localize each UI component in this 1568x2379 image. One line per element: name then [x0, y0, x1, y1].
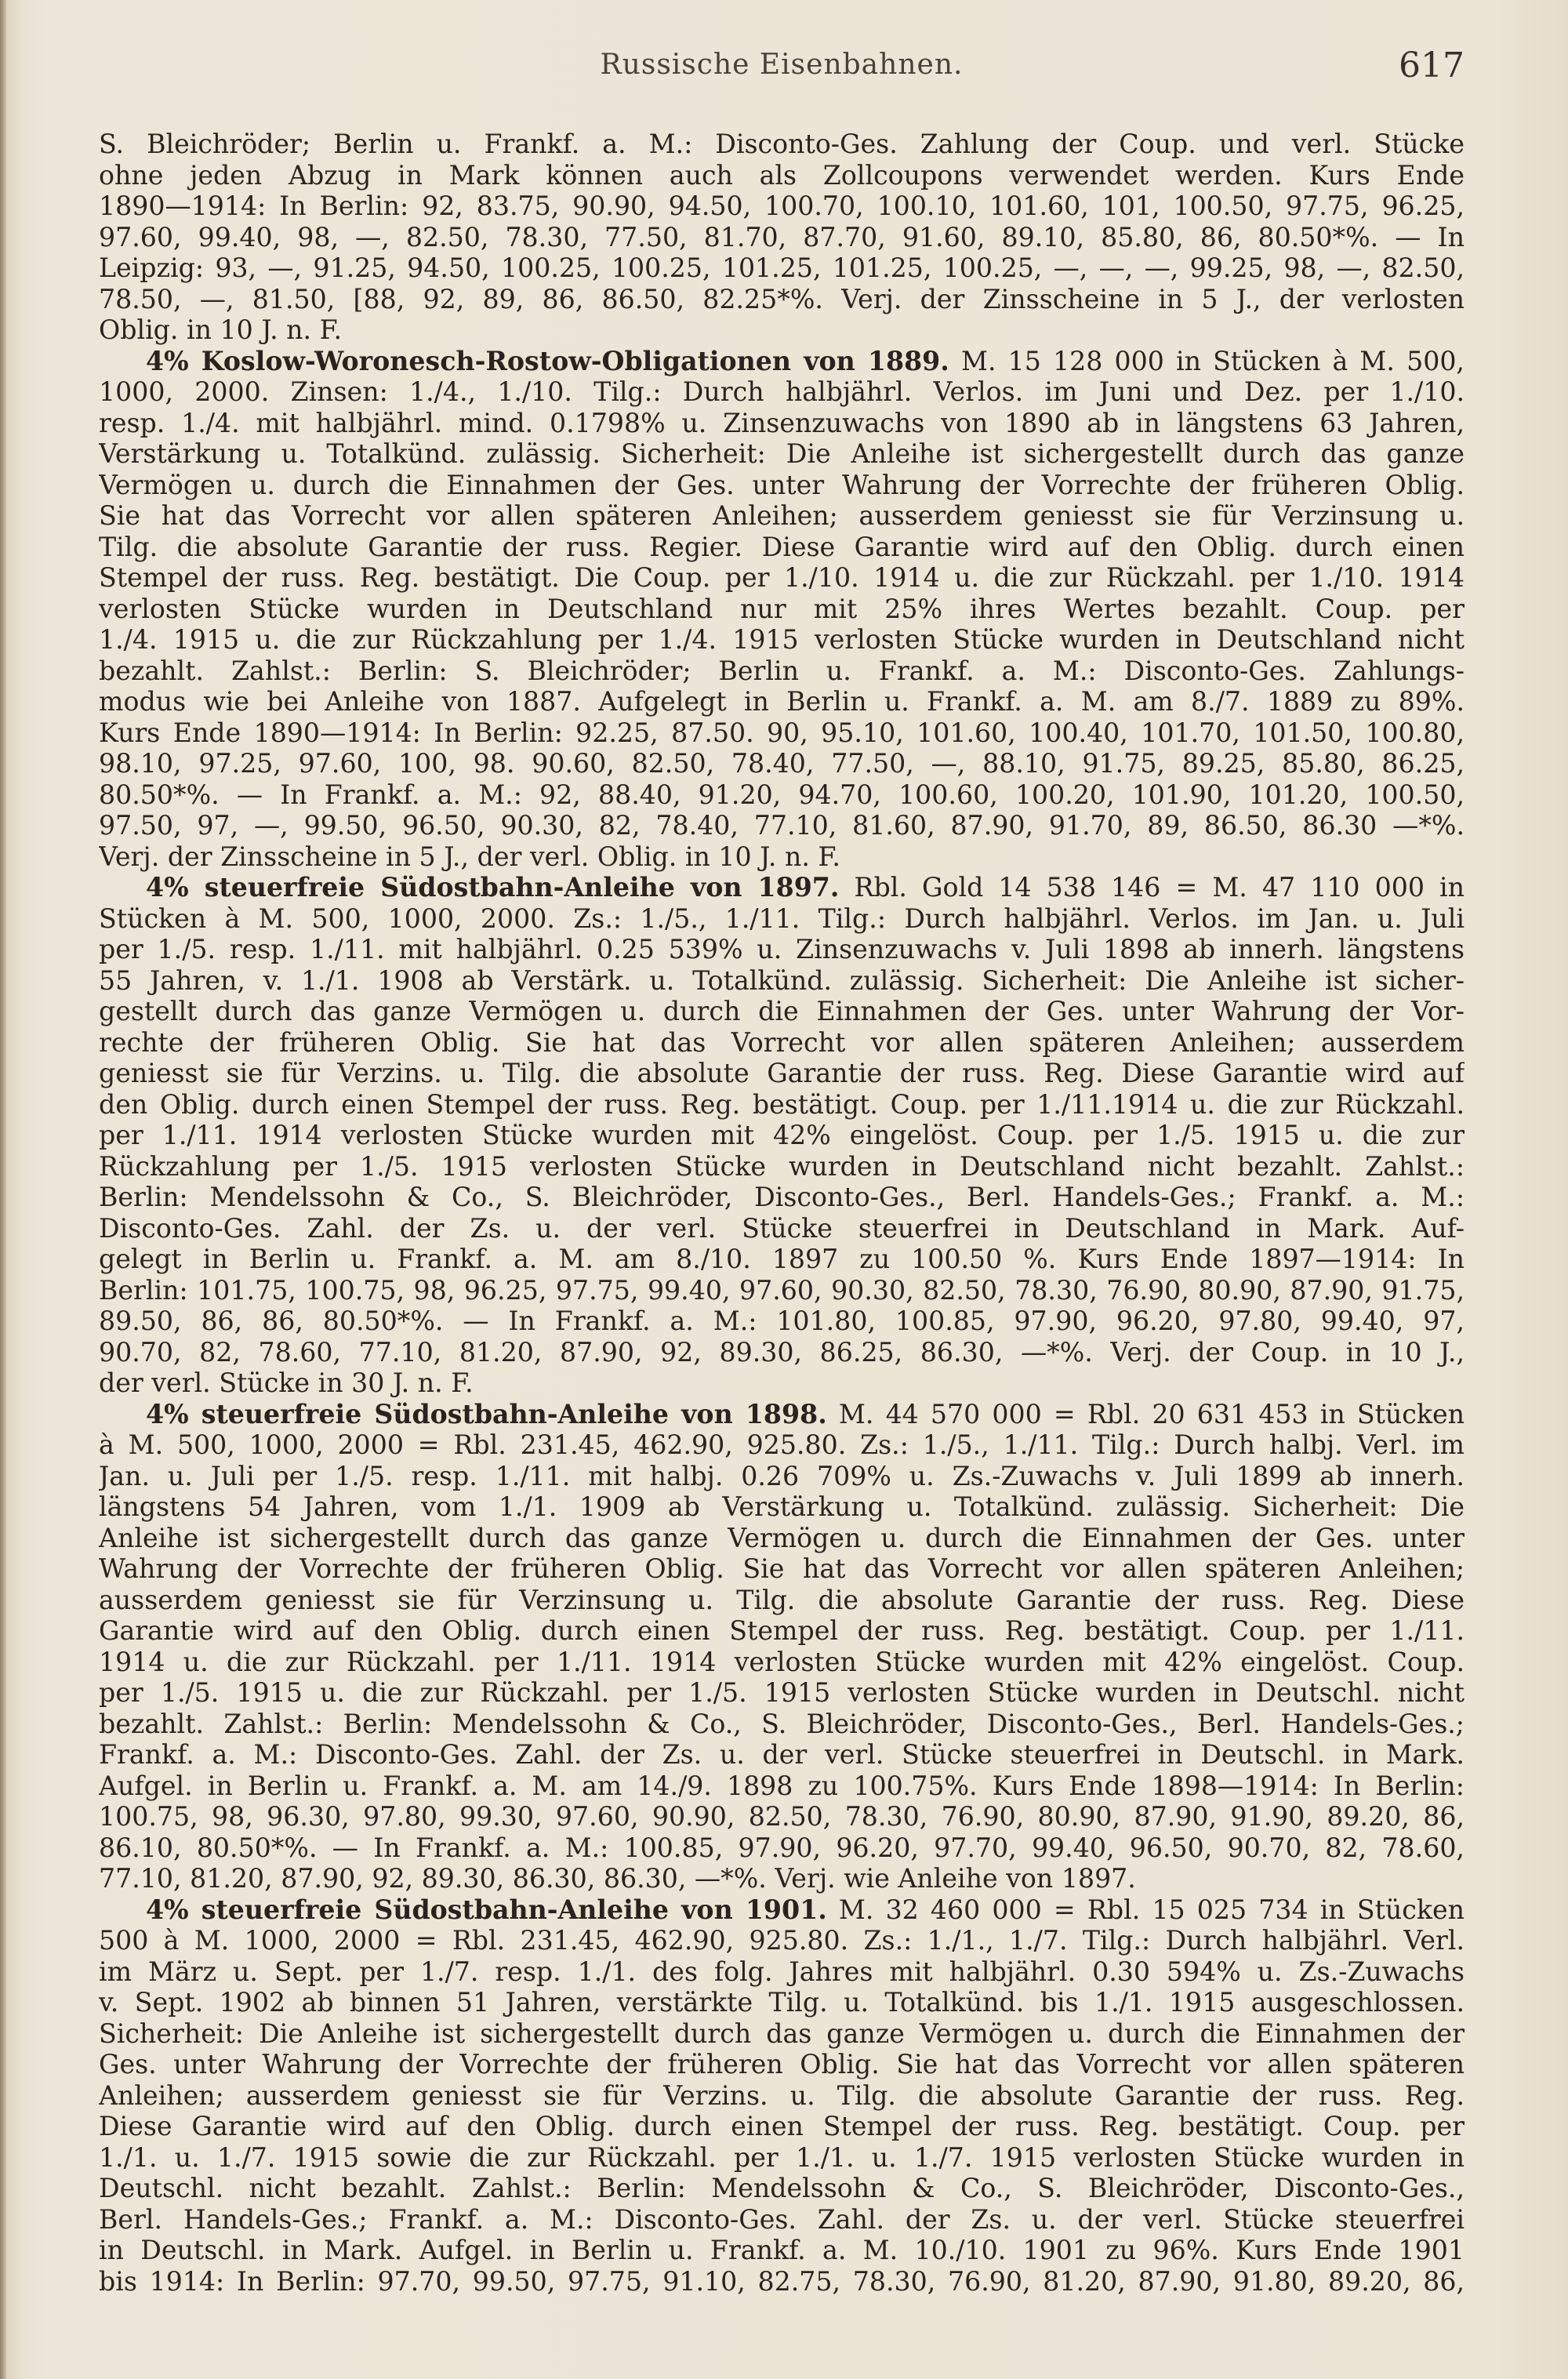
text-line	[99, 779, 1465, 811]
line-text: Sie hat das Vorrecht vor allen späteren Anleihen; ausserdem geniesst sie für Verzinsung u.	[99, 500, 1465, 531]
text-line	[99, 1523, 1465, 1554]
text-line	[99, 1832, 1465, 1864]
text-line	[99, 562, 1465, 594]
line-text: Berl. Handels-Ges.; Frankf. a. M.: Disconto-Ges. Zahl. der Zs. u. der verl. Stücke steuerfrei	[99, 2203, 1465, 2235]
text-line	[99, 1213, 1465, 1244]
line-text: v. Sept. 1902 ab binnen 51 Jahren, verstärkte Tilg. u. Totalkünd. bis 1./1. 1915 ausgeschlossen.	[99, 1987, 1465, 2018]
text-line	[99, 1925, 1465, 1956]
line-text: resp. 1./4. mit halbjährl. mind. 0.1798% u. Zinsenzuwachs von 1890 ab in längstens 63 Jahren,	[99, 407, 1465, 438]
text-line	[99, 1027, 1465, 1059]
bond-title: 4% steuerfreie Südostbahn-Anleihe von 1897.	[146, 872, 840, 903]
text-line	[99, 2235, 1465, 2266]
text-line	[99, 1771, 1465, 1802]
line-text: Rbl. Gold 14 538 146 = M. 47 110 000 in	[839, 872, 1465, 903]
text-line	[99, 1987, 1465, 2018]
line-text: 90.70, 82, 78.60, 77.10, 81.20, 87.90, 92, 89.30, 86.25, 86.30, —*%. Verj. der Coup. in 10 J.,	[99, 1336, 1465, 1367]
text-line	[99, 408, 1465, 439]
text-line	[99, 686, 1465, 717]
line-text: Verstärkung u. Totalkünd. zulässig. Sicherheit: Die Anleihe ist sichergestellt durch das ganze	[99, 438, 1465, 469]
line-text: 98.10, 97.25, 97.60, 100, 98. 90.60, 82.50, 78.40, 77.50, —, 88.10, 91.75, 89.25, 85.80, 86.25,	[99, 748, 1465, 779]
text-line	[99, 1956, 1465, 1988]
text-line	[99, 2266, 1465, 2297]
text-line	[99, 594, 1465, 625]
bond-title: 4% steuerfreie Südostbahn-Anleihe von 1901.	[146, 1894, 827, 1925]
text-line	[99, 129, 1465, 160]
line-text: Deutschl. nicht bezahlt. Zahlst.: Berlin: Mendelssohn & Co., S. Bleichröder, Disconto-Ges.,	[99, 2173, 1465, 2203]
section-heading-line	[99, 1399, 1465, 1430]
line-text: 1./4. 1915 u. die zur Rückzahlung per 1./4. 1915 verlosten Stücke wurden in Deutschland nicht	[99, 624, 1465, 655]
line-text: geniesst sie für Verzins. u. Tilg. die absolute Garantie der russ. Reg. Diese Garantie wird auf	[99, 1058, 1465, 1088]
text-line	[99, 284, 1465, 315]
line-text: Disconto-Ges. Zahl. der Zs. u. der verl. Stücke steuerfrei in Deutschland in Mark. Auf-	[99, 1212, 1465, 1244]
text-line	[99, 1337, 1465, 1368]
section-heading-line	[99, 1894, 1465, 1926]
line-text: den Oblig. durch einen Stempel der russ. Reg. bestätigt. Coup. per 1./11.1914 u. die zur Rückzahl.	[99, 1088, 1465, 1120]
text-line	[99, 1585, 1465, 1616]
text-line	[99, 1151, 1465, 1182]
text-line	[99, 2018, 1465, 2050]
page-header	[99, 45, 1465, 88]
line-text: 1000, 2000. Zinsen: 1./4., 1./10. Tilg.: Durch halbjährl. Verlos. im Juni und Dez. per 1./10.	[99, 376, 1465, 407]
line-text: Sicherheit: Die Anleihe ist sichergestellt durch das ganze Vermögen u. durch die Einnahmen der	[99, 2018, 1465, 2049]
line-text: Stücken à M. 500, 1000, 2000. Zs.: 1./5., 1./11. Tilg.: Durch halbjährl. Verlos. im Jan. u. Juli	[99, 903, 1465, 934]
text-line	[99, 191, 1465, 222]
text-line	[99, 222, 1465, 253]
line-text: 100.75, 98, 96.30, 97.80, 99.30, 97.60, 90.90, 82.50, 78.30, 76.90, 80.90, 87.90, 91.90, 89.20, 86,	[99, 1801, 1465, 1832]
text-line	[99, 717, 1465, 749]
line-text: Vermögen u. durch die Einnahmen der Ges. unter Wahrung der Vorrechte der früheren Oblig.	[99, 469, 1465, 500]
line-text: Anleihen; ausserdem geniesst sie für Verzins. u. Tilg. die absolute Garantie der russ. Reg.	[99, 2079, 1465, 2111]
running-title: Russische Eisenbahnen.	[600, 49, 964, 81]
line-text: per 1./11. 1914 verlosten Stücke wurden mit 42% eingelöst. Coup. per 1./5. 1915 u. die zur	[99, 1120, 1465, 1150]
line-text: der verl. Stücke in 30 J. n. F.	[99, 1367, 474, 1398]
line-text: 80.50*%. — In Frankf. a. M.: 92, 88.40, 91.20, 94.70, 100.60, 100.20, 101.90, 101.20, 100.50,	[99, 779, 1465, 810]
line-text: ohne jeden Abzug in Mark können auch als Zollcoupons verwendet werden. Kurs Ende	[99, 159, 1465, 191]
line-text: Kurs Ende 1890—1914: In Berlin: 92.25, 87.50. 90, 95.10, 101.60, 100.40, 101.70, 101.50, 100.80,	[99, 717, 1465, 748]
text-line	[99, 1647, 1465, 1678]
text-line	[99, 1461, 1465, 1492]
line-text: in Deutschl. in Mark. Aufgel. in Berlin u. Frankf. a. M. 10./10. 1901 zu 96%. Kurs Ende 1901	[99, 2235, 1465, 2265]
text-line	[99, 748, 1465, 779]
line-text: Ges. unter Wahrung der Vorrechte der früheren Oblig. Sie hat das Vorrecht vor allen späteren	[99, 2049, 1465, 2079]
text-line	[99, 1182, 1465, 1213]
line-text: Frankf. a. M.: Disconto-Ges. Zahl. der Zs. u. der verl. Stücke steuerfrei in Deutschl. in Mark.	[99, 1739, 1465, 1770]
text-line	[99, 624, 1465, 656]
line-text: à M. 500, 1000, 2000 = Rbl. 231.45, 462.90, 925.80. Zs.: 1./5., 1./11. Tilg.: Durch halbj. Verl. im	[99, 1429, 1465, 1460]
line-text: 86.10, 80.50*%. — In Frankf. a. M.: 100.85, 97.90, 96.20, 97.70, 99.40, 96.50, 90.70, 82, 78.60,	[99, 1832, 1465, 1863]
text-line	[99, 965, 1465, 997]
line-text: Wahrung der Vorrechte der früheren Oblig. Sie hat das Vorrecht vor allen späteren Anleihen;	[99, 1553, 1465, 1584]
line-text: S. Bleichröder; Berlin u. Frankf. a. M.: Disconto-Ges. Zahlung der Coup. und verl. Stücke	[99, 129, 1465, 159]
line-text: bezahlt. Zahlst.: Berlin: S. Bleichröder; Berlin u. Frankf. a. M.: Disconto-Ges. Zahlungs-	[99, 655, 1465, 686]
text-line	[99, 1244, 1465, 1275]
line-text: 97.60, 99.40, 98, —, 82.50, 78.30, 77.50, 81.70, 87.70, 91.60, 89.10, 85.80, 86, 80.50*%. — In	[99, 221, 1465, 252]
line-text: Verj. der Zinsscheine in 5 J., der verl. Oblig. in 10 J. n. F.	[99, 841, 840, 872]
text-line	[99, 903, 1465, 935]
text-line	[99, 1863, 1465, 1894]
text-line	[99, 1801, 1465, 1832]
text-line	[99, 996, 1465, 1027]
line-text: 89.50, 86, 86, 80.50*%. — In Frankf. a. M.: 101.80, 100.85, 97.90, 96.20, 97.80, 99.40, 97,	[99, 1306, 1465, 1336]
line-text: Jan. u. Juli per 1./5. resp. 1./11. mit halbj. 0.26 709% u. Zs.-Zuwachs v. Juli 1899 ab innerh.	[99, 1460, 1465, 1491]
text-line	[99, 500, 1465, 532]
text-line	[99, 2080, 1465, 2112]
line-text: bis 1914: In Berlin: 97.70, 99.50, 97.75, 91.10, 82.75, 78.30, 76.90, 81.20, 87.90, 91.80, 89.20, 86,	[99, 2265, 1465, 2297]
line-text: Leipzig: 93, —, 91.25, 94.50, 100.25, 100.25, 101.25, 101.25, 100.25, —, —, —, 99.25, 98, —, 82.50,	[99, 252, 1465, 283]
line-text: gestellt durch das ganze Vermögen u. durch die Einnahmen der Ges. unter Wahrung der Vor-	[99, 996, 1465, 1026]
line-text: ausserdem geniesst sie für Verzinsung u. Tilg. die absolute Garantie der russ. Reg. Diese	[99, 1584, 1465, 1615]
line-text: M. 44 570 000 = Rbl. 20 631 453 in Stücken	[826, 1398, 1465, 1429]
line-text: Aufgel. in Berlin u. Frankf. a. M. am 14./9. 1898 zu 100.75%. Kurs Ende 1898—1914: In Berlin:	[99, 1770, 1465, 1801]
text-line	[99, 1058, 1465, 1089]
line-text: Stempel der russ. Reg. bestätigt. Die Coup. per 1./10. 1914 u. die zur Rückzahl. per 1./10. 1914	[99, 562, 1465, 593]
text-line	[99, 1491, 1465, 1523]
text-line	[99, 2049, 1465, 2080]
line-text: M. 15 128 000 in Stücken à M. 500,	[949, 345, 1465, 376]
line-text: Tilg. die absolute Garantie der russ. Regier. Diese Garantie wird auf den Oblig. durch einen	[99, 531, 1465, 562]
text-line	[99, 2173, 1465, 2204]
line-text: Berlin: 101.75, 100.75, 98, 96.25, 97.75, 99.40, 97.60, 90.30, 82.50, 78.30, 76.90, 80.90, 87.90, 91.75,	[99, 1274, 1465, 1306]
line-text: Garantie wird auf den Oblig. durch einen Stempel der russ. Reg. bestätigt. Coup. per 1./11.	[99, 1615, 1465, 1646]
section-heading-line	[99, 872, 1465, 903]
line-text: 1./1. u. 1./7. 1915 sowie die zur Rückzahl. per 1./1. u. 1./7. 1915 verlosten Stücke wurden in	[99, 2141, 1465, 2173]
text-line	[99, 2111, 1465, 2142]
text-line	[99, 314, 1465, 346]
line-text: per 1./5. 1915 u. die zur Rückzahl. per 1./5. 1915 verlosten Stücke wurden in Deutschl. nicht	[99, 1677, 1465, 1708]
page-binding-edge	[0, 0, 6, 2379]
body-text	[99, 129, 1465, 2297]
text-line	[99, 1677, 1465, 1709]
bond-title: 4% Koslow-Woronesch-Rostow-Obligationen von 1889.	[146, 345, 949, 376]
text-line	[99, 1120, 1465, 1151]
line-text: bezahlt. Zahlst.: Berlin: Mendelssohn & Co., S. Bleichröder, Disconto-Ges., Berl. Handels-Ges.;	[99, 1708, 1465, 1739]
line-text: per 1./5. resp. 1./11. mit halbjährl. 0.25 539% u. Zinsenzuwachs v. Juli 1898 ab innerh. längstens	[99, 934, 1465, 964]
text-line	[99, 160, 1465, 191]
text-line	[99, 1709, 1465, 1740]
text-line	[99, 1615, 1465, 1647]
text-line	[99, 2142, 1465, 2174]
text-line	[99, 1275, 1465, 1306]
line-text: Anleihe ist sichergestellt durch das ganze Vermögen u. durch die Einnahmen der Ges. unter	[99, 1522, 1465, 1553]
line-text: längstens 54 Jahren, vom 1./1. 1909 ab Verstärkung u. Totalkünd. zulässig. Sicherheit: Die	[99, 1491, 1465, 1522]
text-line	[99, 376, 1465, 408]
line-text: 1914 u. die zur Rückzahl. per 1./11. 1914 verlosten Stücke wurden mit 42% eingelöst. Coup.	[99, 1646, 1465, 1677]
text-line	[99, 810, 1465, 841]
line-text: 77.10, 81.20, 87.90, 92, 89.30, 86.30, 86.30, —*%. Verj. wie Anleihe von 1897.	[99, 1863, 1136, 1894]
text-line	[99, 656, 1465, 687]
text-line	[99, 841, 1465, 873]
line-text: gelegt in Berlin u. Frankf. a. M. am 8./10. 1897 zu 100.50 %. Kurs Ende 1897—1914: In	[99, 1244, 1465, 1274]
line-text: rechte der früheren Oblig. Sie hat das Vorrecht vor allen späteren Anleihen; ausserdem	[99, 1026, 1465, 1058]
text-line	[99, 1553, 1465, 1585]
text-line	[99, 252, 1465, 284]
line-text: Rückzahlung per 1./5. 1915 verlosten Stücke wurden in Deutschland nicht bezahlt. Zahlst.:	[99, 1150, 1465, 1182]
line-text: 500 à M. 1000, 2000 = Rbl. 231.45, 462.90, 925.80. Zs.: 1./1., 1./7. Tilg.: Durch halbjährl. Verl.	[99, 1925, 1465, 1956]
text-line	[99, 1739, 1465, 1771]
line-text: 78.50, —, 81.50, [88, 92, 89, 86, 86.50, 82.25*%. Verj. der Zinsscheine in 5 J., der verlosten	[99, 283, 1465, 314]
text-line	[99, 1429, 1465, 1461]
line-text: M. 32 460 000 = Rbl. 15 025 734 in Stücken	[826, 1894, 1465, 1925]
text-line	[99, 1089, 1465, 1120]
text-line	[99, 934, 1465, 965]
line-text: Oblig. in 10 J. n. F.	[99, 314, 343, 345]
line-text: Berlin: Mendelssohn & Co., S. Bleichröder, Disconto-Ges., Berl. Handels-Ges.; Frankf. a. M.:	[99, 1182, 1465, 1212]
line-text: modus wie bei Anleihe von 1887. Aufgelegt in Berlin u. Frankf. a. M. am 8./7. 1889 zu 89%.	[99, 686, 1465, 717]
text-line	[99, 2204, 1465, 2236]
text-line	[99, 1367, 1465, 1399]
section-heading-line	[99, 346, 1465, 377]
line-text: 1890—1914: In Berlin: 92, 83.75, 90.90, 94.50, 100.70, 100.10, 101.60, 101, 100.50, 97.75, 96.25,	[99, 191, 1465, 221]
text-line	[99, 470, 1465, 501]
line-text: im März u. Sept. per 1./7. resp. 1./1. des folg. Jahres mit halbjährl. 0.30 594% u. Zs.-Zuwachs	[99, 1956, 1465, 1987]
line-text: Diese Garantie wird auf den Oblig. durch einen Stempel der russ. Reg. bestätigt. Coup. per	[99, 2111, 1465, 2141]
bond-title: 4% steuerfreie Südostbahn-Anleihe von 1898.	[146, 1398, 827, 1429]
line-text: 97.50, 97, —, 99.50, 96.50, 90.30, 82, 78.40, 77.10, 81.60, 87.90, 91.70, 89, 86.50, 86.30 —*%.	[99, 810, 1465, 841]
text-line	[99, 532, 1465, 563]
text-line	[99, 438, 1465, 470]
line-text: 55 Jahren, v. 1./1. 1908 ab Verstärk. u. Totalkünd. zulässig. Sicherheit: Die Anleihe ist sicher-	[99, 964, 1465, 996]
text-line	[99, 1306, 1465, 1337]
page-number: 617	[1399, 45, 1465, 85]
line-text: verlosten Stücke wurden in Deutschland nur mit 25% ihres Wertes bezahlt. Coup. per	[99, 593, 1465, 624]
